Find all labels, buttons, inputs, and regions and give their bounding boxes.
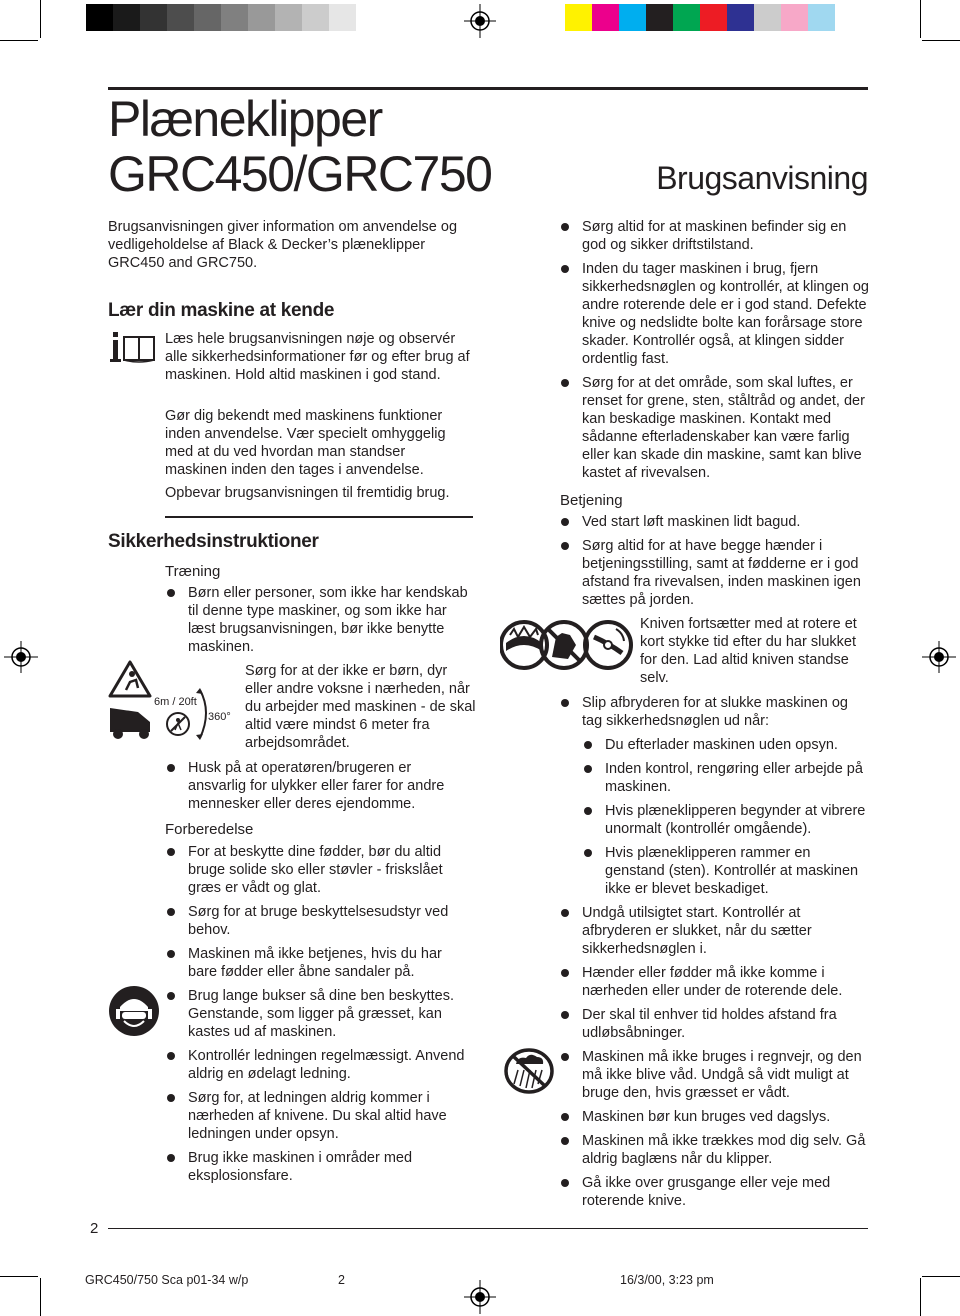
operation-bullet-2: Sørg altid for at have begge hænder i betjeningsstilling, samt at fødderne er i god afstand fra rivevalsen, inden maskinen igen sættes på jorden. — [582, 537, 872, 609]
page-title — [108, 92, 491, 202]
operation-heading: Betjening — [560, 492, 623, 509]
bottom-rule — [108, 1228, 868, 1229]
rotating-blade-warning-icons — [500, 615, 634, 673]
color-swatch — [754, 4, 781, 31]
right-bullet-3: Sørg for at det område, som skal luftes, er renset for grene, sten, ståltråd og andet, der kan beskadige maskinen. Kontakt med sådanne efterladenskaber kan være farlig eller kan skade din maskine, samt kan blive kastet af rivevalsen. — [582, 374, 872, 482]
footer-left: GRC450/750 Sca p01-34 w/p — [85, 1273, 249, 1287]
page-number: 2 — [90, 1220, 99, 1237]
prep-bullet-6: Sørg for, at ledningen aldrig kommer i nærheden af knivene. Du skal altid have ledningen under opsyn. — [188, 1089, 473, 1143]
operation-bullet-10: Gå ikke over grusgange eller veje med roterende knive. — [582, 1174, 872, 1210]
info-manual-icon — [110, 330, 156, 364]
operation-sub-1: Du efterlader maskinen uden opsyn. — [605, 736, 872, 754]
operation-bullet-7: Maskinen må ikke bruges i regnvejr, og den må ikke blive våd. Undgå så vidt muligt at bruge den, hvis græsset er vådt. — [582, 1048, 872, 1102]
crop-mark — [0, 40, 38, 41]
no-rain-icon — [504, 1048, 554, 1094]
prep-bullet-5: Kontrollér ledningen regelmæssigt. Anvend aldrig en ødelagt ledning. — [188, 1047, 473, 1083]
know-machine-p2: Gør dig bekendt med maskinens funktioner inden anvendelse. Vær specielt omhyggelig med at du ved hvordan man standser maskinen inden den tages i anvendelse. — [165, 408, 446, 478]
gray-swatch — [194, 4, 221, 31]
section-divider — [165, 516, 473, 518]
operation-bullet-9: Maskinen må ikke trækkes mod dig selv. Gå aldrig baglæns når du klipper. — [582, 1132, 872, 1168]
operation-sub-4: Hvis plæneklipperen rammer en genstand (sten). Kontrollér at maskinen ikke er blevet beskadiget. — [605, 844, 872, 898]
color-swatch — [565, 4, 592, 31]
top-rule — [108, 87, 868, 90]
crop-mark — [920, 1278, 921, 1316]
gray-swatch — [140, 4, 167, 31]
crop-mark — [922, 40, 960, 41]
footer-center: 2 — [338, 1273, 345, 1287]
operation-bullet-1: Ved start løft maskinen lidt bagud. — [582, 513, 872, 531]
crop-mark — [40, 0, 41, 38]
color-swatch — [727, 4, 754, 31]
operation-bullet-5: Hænder eller fødder må ikke komme i nærheden eller under de roterende dele. — [582, 964, 872, 1000]
training-heading: Træning — [165, 563, 221, 580]
registration-mark-left — [4, 641, 38, 673]
operation-sub-3: Hvis plæneklipperen begynder at vibrere unormalt (kontrollér omgående). — [605, 802, 872, 838]
crop-mark — [0, 1276, 38, 1277]
prep-bullet-2: Sørg for at bruge beskyttelsesudstyr ved behov. — [188, 903, 473, 939]
prep-bullet-4: Brug lange bukser så dine ben beskyttes. Genstande, som ligger på græsset, kan kastes ud af maskinen. — [188, 987, 476, 1041]
gray-swatch — [113, 4, 140, 31]
safety-heading: Sikkerhedsinstruktioner — [108, 531, 319, 552]
crop-mark — [922, 1276, 960, 1277]
training-bullet-1: Børn eller personer, som ikke har kendskab til denne type maskiner, og som ikke har læst brugsanvisningen, bør ikke benytte maskinen. — [188, 584, 473, 656]
operation-sub-2: Inden kontrol, rengøring eller arbejde på maskinen. — [605, 760, 872, 796]
color-swatch — [592, 4, 619, 31]
intro-paragraph: Brugsanvisningen giver information om anvendelse og vedligeholdelse af Black & Decker’s plæneklipper GRC450 and GRC750. — [108, 219, 458, 271]
gray-color-bars — [86, 4, 356, 31]
know-machine-p1: Læs hele brugsanvisningen nøje og observér alle sikkerhedsinformationer før og efter brug af maskinen. Hold altid maskinen i god stand. — [165, 331, 470, 383]
preparation-heading: Forberedelse — [165, 821, 254, 838]
title-line-1: Plæneklipper — [108, 91, 382, 147]
right-bullet-2: Inden du tager maskinen i brug, fjern sikkerhedsnøglen og kontrollér, at klingen og andre roterende dele er i god stand. Defekte knive og nedslidte bolte kan forårsage store skader. Kontrollér også, at klingen sidder ordentlig fast. — [582, 260, 872, 368]
gray-swatch — [221, 4, 248, 31]
know-machine-p3: Opbevar brugsanvisningen til fremtidig brug. — [165, 485, 450, 501]
know-machine-heading: Lær din maskine at kende — [108, 300, 335, 321]
color-swatch — [619, 4, 646, 31]
gray-swatch — [167, 4, 194, 31]
gray-swatch — [86, 4, 113, 31]
prep-bullet-1: For at beskytte dine fødder, bør du altid bruge solide sko eller støvler - friskslået græs er vådt og glat. — [188, 843, 473, 897]
gray-swatch — [329, 4, 356, 31]
title-line-2: GRC450/GRC750 — [108, 146, 492, 202]
gray-swatch — [248, 4, 275, 31]
operation-bullet-6: Der skal til enhver tid holdes afstand fra udløbsåbninger. — [582, 1006, 872, 1042]
color-swatch — [781, 4, 808, 31]
training-icon-text: Sørg for at der ikke er børn, dyr eller andre voksne i nærheden, når du arbejder med maskinen - de skal altid være mindst 6 meter fra arbejdsområdet. — [245, 663, 476, 751]
footer-right: 16/3/00, 3:23 pm — [620, 1273, 714, 1287]
prep-bullet-3: Maskinen må ikke betjenes, hvis du har bare fødder eller åbne sandaler på. — [188, 945, 473, 981]
registration-mark-bottom — [464, 1280, 496, 1314]
color-swatch — [646, 4, 673, 31]
protective-gear-icon — [108, 985, 160, 1037]
operation-bullet-8: Maskinen bør kun bruges ved dagslys. — [582, 1108, 872, 1126]
prep-bullet-7: Brug ikke maskinen i områder med eksplosionsfare. — [188, 1149, 473, 1185]
color-swatch — [673, 4, 700, 31]
gray-swatch — [275, 4, 302, 31]
operation-bullet-4: Undgå utilsigtet start. Kontrollér at afbryderen er slukket, når du sætter sikkerhedsnøglen i. — [582, 904, 872, 958]
right-bullet-1: Sørg altid for at maskinen befinder sig en god og sikker driftstilstand. — [582, 218, 872, 254]
angle-label: 360° — [208, 711, 231, 723]
registration-mark-right — [922, 641, 956, 673]
color-swatch — [808, 4, 835, 31]
page-subtitle: Brugsanvisning — [656, 160, 868, 196]
gray-swatch — [302, 4, 329, 31]
registration-mark-top — [464, 4, 496, 38]
color-swatch — [700, 4, 727, 31]
distance-label: 6m / 20ft — [154, 696, 197, 708]
training-bullet-2: Husk på at operatøren/brugeren er ansvarlig for ulykker eller farer for andre mennesker eller deres ejendomme. — [188, 759, 473, 813]
operation-icon-text: Kniven fortsætter med at rotere et kort stykke tid efter du har slukket for den. Lad altid kniven standse selv. — [640, 616, 857, 686]
crop-mark — [40, 1278, 41, 1316]
crop-mark — [920, 0, 921, 38]
operation-bullet-3: Slip afbryderen for at slukke maskinen og tag sikkerhedsnøglen ud når: — [582, 694, 872, 730]
color-bars — [565, 4, 835, 31]
